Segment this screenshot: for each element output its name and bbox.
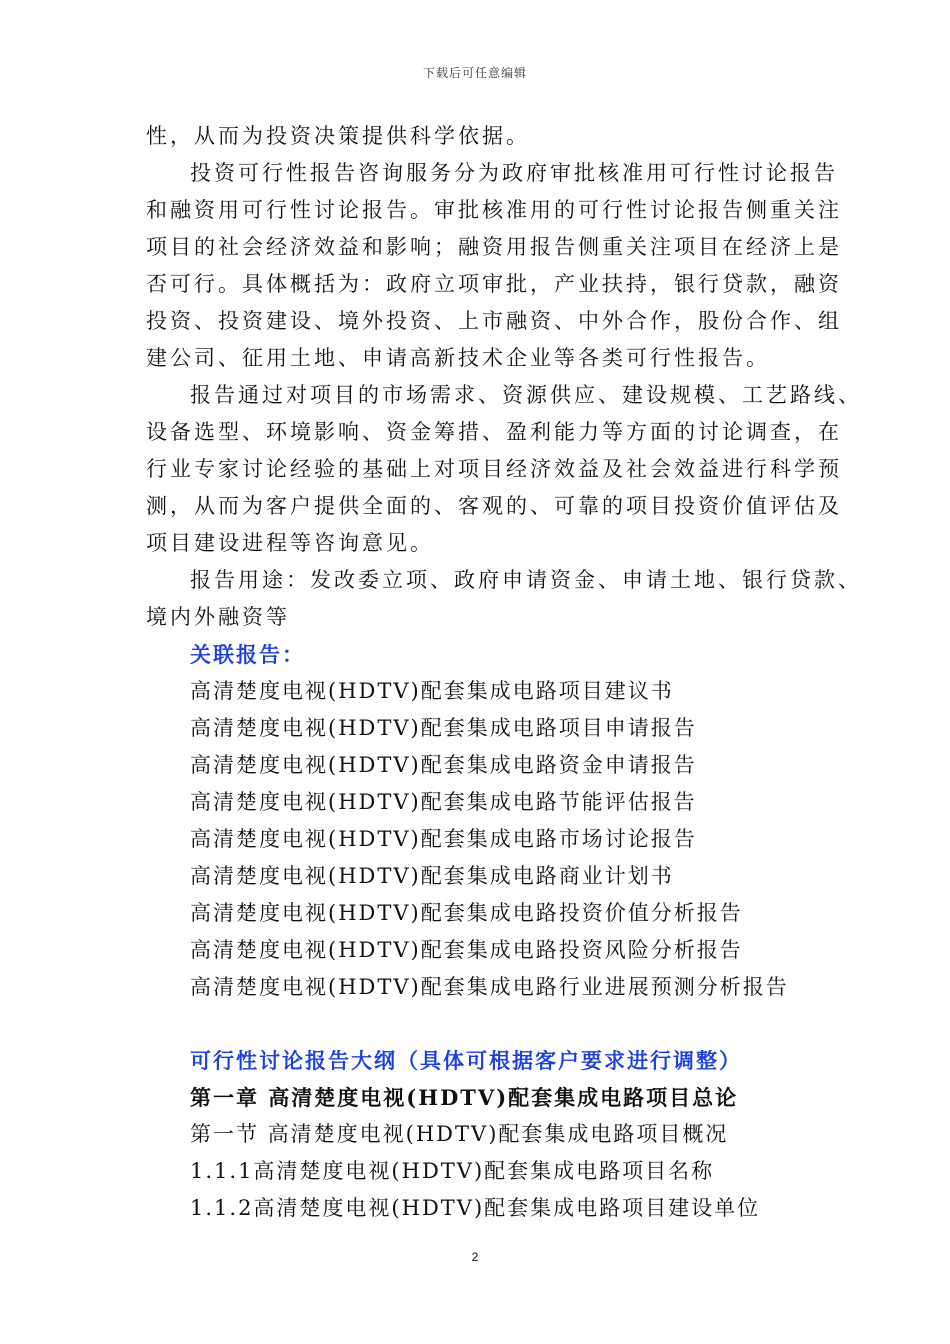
paragraph-line: 投资可行性报告咨询服务分为政府审批核准用可行性讨论报告: [190, 161, 838, 185]
page-number: 2: [471, 1250, 479, 1264]
page-header: 下载后可任意编辑: [422, 66, 527, 80]
subsection-title: 1.1.1高清楚度电视(HDTV)配套集成电路项目名称: [190, 1159, 715, 1183]
related-report-item: 高清楚度电视(HDTV)配套集成电路行业进展预测分析报告: [190, 975, 789, 999]
related-report-item: 高清楚度电视(HDTV)配套集成电路市场讨论报告: [190, 827, 697, 851]
paragraph-line: 报告通过对项目的市场需求、资源供应、建设规模、工艺路线、: [190, 383, 862, 407]
related-report-item: 高清楚度电视(HDTV)配套集成电路项目申请报告: [190, 716, 697, 740]
paragraph-line: 投资、投资建设、境外投资、上市融资、中外合作，股份合作、组: [146, 309, 842, 333]
section-spacer: [146, 1006, 826, 1042]
paragraph-line: 和融资用可行性讨论报告。审批核准用的可行性讨论报告侧重关注: [146, 198, 842, 222]
related-report-item: 高清楚度电视(HDTV)配套集成电路投资风险分析报告: [190, 938, 743, 962]
related-report-item: 高清楚度电视(HDTV)配套集成电路商业计划书: [190, 864, 674, 888]
related-report-item: 高清楚度电视(HDTV)配套集成电路投资价值分析报告: [190, 901, 743, 925]
paragraph-line: 否可行。具体概括为：政府立项审批，产业扶持，银行贷款，融资: [146, 272, 842, 296]
paragraph-3: [146, 377, 862, 562]
related-report-item: 高清楚度电视(HDTV)配套集成电路节能评估报告: [190, 790, 697, 814]
paragraph-line: 建公司、征用土地、申请高新技术企业等各类可行性报告。: [146, 346, 770, 370]
paragraph-1: [146, 118, 826, 155]
section-title: 第一节 高清楚度电视(HDTV)配套集成电路项目概况: [190, 1122, 729, 1146]
paragraph-line: 性，从而为投资决策提供科学依据。: [146, 124, 530, 148]
paragraph-line: 项目建设进程等咨询意见。: [146, 531, 434, 555]
paragraph-line: 项目的社会经济效益和影响；融资用报告侧重关注项目在经济上是: [146, 235, 842, 259]
document-body: [146, 118, 862, 1227]
outline-heading: 可行性讨论报告大纲（具体可根据客户要求进行调整）: [190, 1048, 742, 1073]
paragraph-line: 境内外融资等: [146, 605, 290, 629]
related-reports-heading: 关联报告：: [190, 642, 305, 667]
paragraph-line: 设备选型、环境影响、资金筹措、盈利能力等方面的讨论调查，在: [146, 420, 842, 444]
related-report-item: 高清楚度电视(HDTV)配套集成电路资金申请报告: [190, 753, 697, 777]
related-reports: [146, 636, 826, 1006]
paragraph-line: 报告用途：发改委立项、政府申请资金、申请土地、银行贷款、: [190, 568, 862, 592]
subsection-title: 1.1.2高清楚度电视(HDTV)配套集成电路项目建设单位: [190, 1196, 761, 1220]
related-report-item: 高清楚度电视(HDTV)配套集成电路项目建议书: [190, 679, 674, 703]
paragraph-4: [146, 562, 862, 636]
chapter-title: 第一章 高清楚度电视(HDTV)配套集成电路项目总论: [190, 1085, 739, 1110]
report-outline: [146, 1042, 826, 1227]
paragraph-line: 测，从而为客户提供全面的、客观的、可靠的项目投资价值评估及: [146, 494, 842, 518]
paragraph-2: [146, 155, 842, 377]
paragraph-line: 行业专家讨论经验的基础上对项目经济效益及社会效益进行科学预: [146, 457, 842, 481]
